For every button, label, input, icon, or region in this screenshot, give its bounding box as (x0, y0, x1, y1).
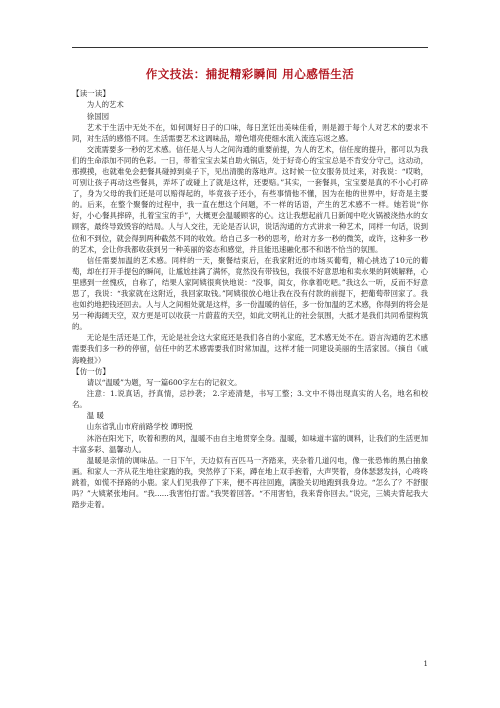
imitate-prompt: 请以“温暖”为题，写一篇600字左右的记叙文。 (86, 378, 242, 388)
read-paragraph-3: 信任需要加温的艺术感。同样的一天，聚餐结束后，在我家附近的市场买葡萄，精心挑选了10元的葡萄，却在打开手提包的瞬间，让尴尬挂满了满怀，竟然没有带钱包，我很不好意思地和卖水果的阿姨解释，心里感到一丝愧疚，自称了，结果人家阿姨很爽快地说：“没事，闺女，你拿着吃吧。”我这么一听，反而不好意思了，我说：“我家就在这附近，我回家取钱。”阿姨很放心地让我在没有付款的前提下，把葡萄带回家了。我也如约地把钱还回去。人与人之间相处就是这样，多一份温暖的信任，多一份加温的艺术感，你得到的将会是另一种海阔天空，双方更是可以收获一片蔚蓝的天空，如此文明礼让的社会氛围，大抵才是我们共同希望构筑的。 (72, 255, 428, 332)
read-paragraph-2: 交流需要多一秒的艺术感。信任是人与人之间沟通的重要前提，为人的艺术，信任度的提升，都可以为我们的生命添加不同的色彩。一日，带着宝宝去某自助火锅店，处于好奇心的宝宝总是不肯安分守己，这动动，那摸摸，也就难免会把餐具碰掉到桌子下，见出清脆的落地声。这时候一位女服务员过来，对我说：“哎哟，可别让孩子再动这些餐具，弄坏了或碰上了就是这样，还要赔。”其实，一套餐具，宝宝要是真的不小心打碎了，身为父母的我们还是可以赔得起的，毕竟孩子还小，有些事情他不懂，因为在他的世界中，好奇是主要的。后来，在整个聚餐的过程中，我一直在想这个问题，不一样的话语，产生的艺术感不一样。她若说“你好，小心餐具摔碎，扎着宝宝的手”，大概更会温暖顾客的心。这让我想起前几日新闻中吃火锅被浇热水的女顾客，最终导致毁容的结局。人与人交往，无论是否认识，说话沟通的方式讲求一种艺术，同样一句话，说到位和不到位，就会得到两种截然不同的收效。给自己多一秒的思考，给对方多一秒的微笑，或许，这种多一秒的艺术，会让你我都收获到另一种美丽的姿态和感觉，并且能迅速融化那不和谐不恰当的氛围。 (72, 144, 428, 254)
imitate-section (72, 366, 428, 511)
page-number: 1 (423, 660, 428, 668)
imitate-paragraph-1: 沐浴在阳光下，吹着和煦的风，温暖不由自主地贯穿全身。温暖，如味道丰富的调料，让我们的生活更加丰富多彩、温馨动人。 (72, 433, 428, 454)
imitate-notes: 注意：1.说真话，抒真情，忌抄袭； 2.字迹清楚，书写工整；3.文中不得出现真实的人名，地名和校名。 (72, 389, 428, 410)
document-page (72, 66, 428, 510)
read-paragraph-4: 无论是生活还是工作，无论是社会这大家庭还是我们各自的小家庭，艺术感无处不在。语言沟通的艺术感需要我们多一秒的停留，信任中的艺术感需要我们时常加温，这样才能一同建设美丽的生活家园。（摘自《戚海晚报》） (72, 333, 428, 365)
document-title: 作文技法：捕捉精彩瞬间 用心感悟生活 (145, 67, 355, 81)
imitate-section-label: 【仿一仿】 (72, 366, 110, 376)
read-paragraph-1: 艺术于生活中无处不在，如何调好日子的口味，每日烹饪出美味佳肴，则是源于每个人对艺术的要求不同，对生活的感悟不同。生活需要艺术这调味品，增色增亮使细水流入流连忘返之感。 (72, 122, 428, 143)
read-section-label: 【读一读】 (72, 89, 110, 98)
read-essay-title: 为人的艺术 (86, 100, 124, 110)
imitate-essay-author: 山东省乳山市府前路学校 谭明悦 (86, 422, 193, 432)
imitate-essay-title: 温 暖 (86, 411, 104, 421)
imitate-paragraph-2: 温暖是亲情的调味品。一日下午，天边似有百匹马一齐踏来，夹杂着几道闪电，像一张恐怖的黑白抽象画。和家人一齐从花生地往家跑的我，突然停了下来，蹲在地上双手抱着，大声哭着，身体瑟瑟发抖，心咚咚跳着，如慌不择路的小鹿。家人们见我停了下来，便不再往回跑，满脸关切地跑到我身边。“怎么了？不舒服吗？”大姨紧张地问。“我......我害怕打雷。”我哭着回答。“不用害怕，我来背你回去。”说完，三姨夫背起我大踏步走着。 (72, 455, 428, 510)
read-section (72, 88, 428, 366)
read-essay-author: 徐国园 (86, 111, 109, 121)
header-rule (72, 47, 428, 48)
